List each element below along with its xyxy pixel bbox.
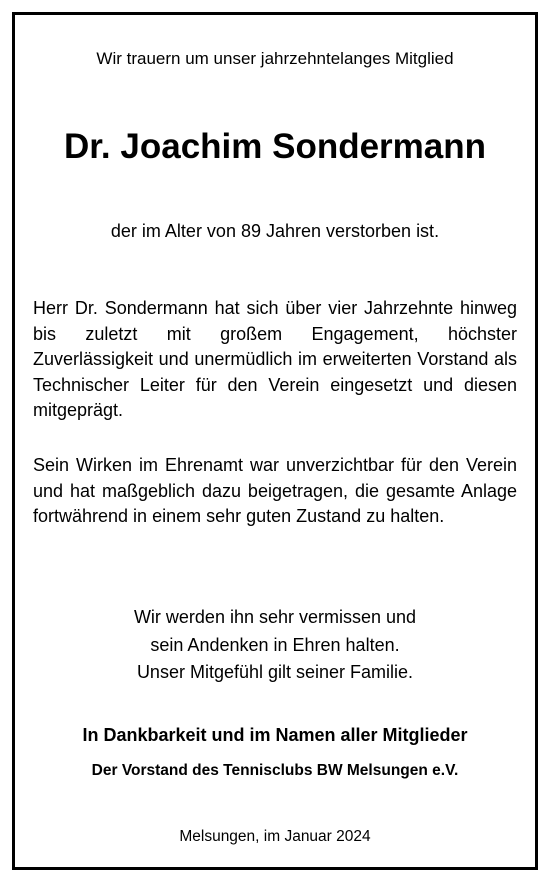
closing-line: sein Andenken in Ehren halten. bbox=[150, 634, 400, 655]
deceased-name: Dr. Joachim Sondermann bbox=[63, 127, 487, 166]
closing-block bbox=[0, 604, 550, 687]
intro-text: Wir trauern um unser jahrzehntelanges Mitglied bbox=[96, 49, 454, 68]
paragraph-honorary: Sein Wirken im Ehrenamt war unverzichtbar für den Verein und hat maßgeblich dazu beigetragen, die gesamte Anlage fortwährend in einem sehr guten Zustand zu halten. bbox=[33, 455, 517, 526]
closing-line: Wir werden ihn sehr vermissen und bbox=[133, 607, 417, 627]
age-line: der im Alter von 89 Jahren verstorben ist. bbox=[110, 221, 440, 241]
paragraph-engagement: Herr Dr. Sondermann hat sich über vier Jahrzehnte hinweg bis zuletzt mit großem Engagement, höchster Zuverlässigkeit und unermüdlich im erweiterten Vorstand als Technischer Leiter für den Verein eingesetzt und diesen mitgeprägt. bbox=[33, 298, 517, 420]
board-signature: Der Vorstand des Tennisclubs BW Melsungen e.V. bbox=[91, 762, 459, 779]
closing-line: Unser Mitgefühl gilt seiner Familie. bbox=[136, 662, 414, 682]
place-date: Melsungen, im Januar 2024 bbox=[179, 828, 371, 845]
gratitude-line: In Dankbarkeit und im Namen aller Mitglieder bbox=[82, 725, 468, 745]
